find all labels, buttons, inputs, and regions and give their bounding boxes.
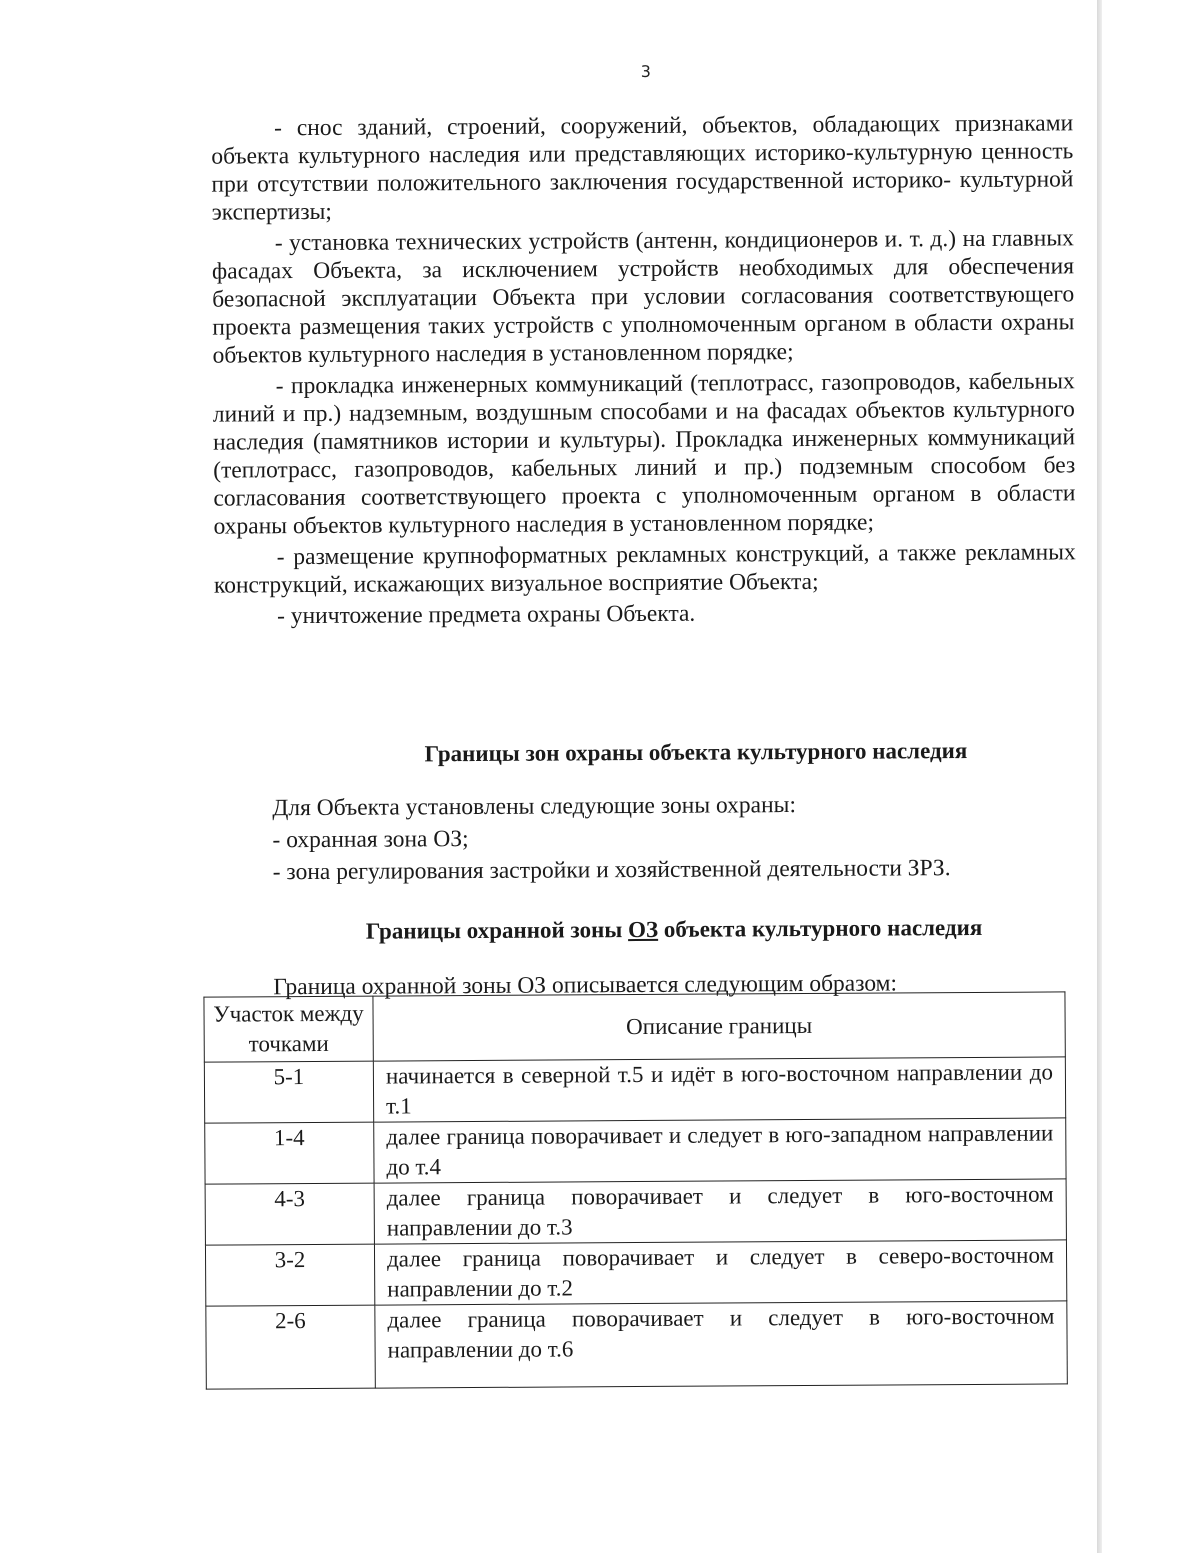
- table-row: [205, 1179, 1066, 1245]
- restriction-advertising: - размещение крупноформатных рекламных конструкций, а также рекламных конструкций, искажающих визуальное восприятие Объекта;: [213, 539, 1076, 599]
- zones-intro: Для Объекта установлены следующие зоны охраны:: [272, 792, 797, 822]
- table-row: [205, 1240, 1066, 1306]
- table-row: [205, 1118, 1066, 1184]
- table-intro: Граница охранной зоны ОЗ описывается следующим образом:: [273, 970, 898, 1001]
- row-description: далее граница поворачивает и следует в северо-восточном направлении до т.2: [374, 1240, 1066, 1305]
- zones-list: [272, 787, 1073, 888]
- oz-title-end: объекта культурного наследия: [657, 914, 983, 942]
- row-description: начинается в северной т.5 и идёт в юго-восточном направлении до т.1: [373, 1057, 1065, 1122]
- header-description: Описание границы: [373, 992, 1065, 1061]
- row-segment: 1-4: [205, 1122, 374, 1184]
- row-description: далее граница поворачивает и следует в юго-восточном направлении до т.6: [375, 1301, 1067, 1388]
- row-segment: 3-2: [205, 1244, 374, 1306]
- row-description: далее граница поворачивает и следует в юго-восточном направлении до т.3: [374, 1179, 1066, 1244]
- oz-title-code: ОЗ: [627, 916, 659, 943]
- restriction-utilities: - прокладка инженерных коммуникаций (теплотрасс, газопроводов, кабельных линий и пр.) надземным, воздушным способами и на фасадах объектов культурного наследия (памятников истории и культуры). Прокладка инженерных коммуникаций (теплотрасс, газопроводов, кабельных линий и пр.) подземным способом без согласования соответствующего проекта с уполномоченным органом в области охраны объектов культурного наследия в установленном порядке;: [212, 368, 1076, 540]
- table-row: [204, 1057, 1065, 1123]
- table-header-row: [204, 992, 1065, 1062]
- oz-title-start: Границы охранной зоны: [365, 917, 629, 944]
- row-segment: 2-6: [206, 1305, 376, 1389]
- row-segment: 4-3: [205, 1183, 374, 1245]
- restriction-destruction: - уничтожение предмета охраны Объекта.: [277, 600, 696, 630]
- zone-item-oz: - охранная зона ОЗ;: [272, 826, 469, 854]
- zone-item-zrz: - зона регулирования застройки и хозяйственной деятельности ЗРЗ.: [272, 855, 951, 886]
- restriction-technical-devices: - установка технических устройств (антенн, кондиционеров и. т. д.) на главных фасадах Объекта, за исключением устройств необходимых для обеспечения безопасной эксплуатации Объекта при условии согласования соответствующего проекта размещения таких устройств с уполномоченным органом в области охраны объектов культурного наследия в установленном порядке;: [211, 225, 1075, 369]
- restrictions-list: [211, 109, 1076, 630]
- row-segment: 5-1: [204, 1061, 373, 1123]
- oz-section-title: [243, 914, 1105, 945]
- zones-section-title: Границы зон охраны объекта культурного наследия: [424, 738, 968, 767]
- header-segment: Участок между точками: [204, 996, 373, 1062]
- table-row: [206, 1301, 1067, 1389]
- boundary-table: [203, 991, 1067, 1389]
- row-description: далее граница поворачивает и следует в юго-западном направлении до т.4: [374, 1118, 1066, 1183]
- page-number: 3: [640, 61, 651, 81]
- restriction-demolition: - снос зданий, строений, сооружений, объектов, обладающих признаками объекта культурного наследия или представляющих историко-культурную ценность при отсутствии положительного заключения государственной историко- культурной экспертизы;: [211, 110, 1074, 226]
